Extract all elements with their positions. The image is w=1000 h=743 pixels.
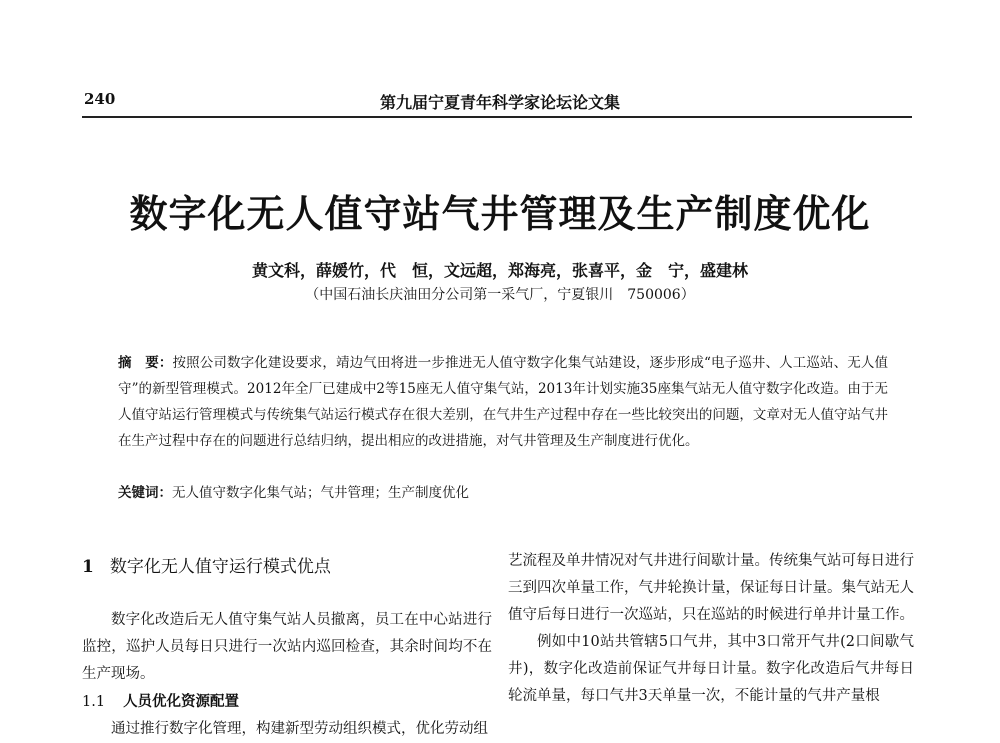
page-number: 240 — [84, 90, 116, 108]
right-paragraph-1: 艺流程及单井情况对气井进行间歇计量。传统集气站可每日进行三到四次单量工作，气井轮换计量，保证每日计量。集气站无人值守后每日进行一次巡站，只在巡站的时候进行单井计量工作。 — [508, 553, 914, 623]
right-paragraph-2: 例如中10站共管辖5口气井，其中3口常开气井(2口间歇气井)，数字化改造前保证气井每日计量。数字化改造后气井每日轮流单量，每口气井3天单量一次，不能计量的气井产量根 — [508, 634, 914, 704]
subsection-1-1-heading — [82, 688, 492, 716]
keywords-label: 关键词： — [118, 485, 172, 501]
section-1-heading — [82, 552, 492, 577]
author-list: 黄文科，薛媛竹，代 恒，文远超，郑海亮，张喜平，金 宁，盛建林 — [251, 261, 748, 280]
abstract-text: 按照公司数字化建设要求，靖边气田将进一步推进无人值守数字化集气站建设，逐步形成“电子巡井、人工巡站、无人值守”的新型管理模式。2012年全厂已建成中2等15座无人值守集气站，2013年计划实施35座集气站无人值守数字化改造。由于无人值守站运行管理模式与传统集气站运行模式存在很大差别，在气井生产过程中存在一些比较突出的问题，文章对无人值守站气井在生产过程中存在的问题进行总结归纳，提出相应的改进措施，对气井管理及生产制度进行优化。 — [118, 355, 889, 449]
keywords-text: 无人值守数字化集气站；气井管理；生产制度优化 — [172, 485, 469, 501]
subsection-1-1-paragraph: 通过推行数字化管理，构建新型劳动组织模式，优化劳动组 — [111, 721, 488, 737]
keywords — [118, 481, 888, 505]
article-title: 数字化无人值守站气井管理及生产制度优化 — [129, 191, 871, 236]
section-1-paragraph: 数字化改造后无人值守集气站人员撤离，员工在中心站进行监控，巡护人员每日只进行一次站内巡回检查，其余时间均不在生产现场。 — [82, 612, 492, 682]
subsection-1-1-title: 人员优化资源配置 — [123, 693, 240, 710]
section-1-title: 数字化无人值守运行模式优点 — [109, 557, 331, 577]
section-1-number: 1 — [82, 557, 94, 577]
left-column — [82, 552, 492, 743]
abstract — [118, 350, 888, 454]
subsection-1-1-number: 1.1 — [82, 694, 106, 710]
affiliation: （中国石油长庆油田分公司第一采气厂，宁夏银川 750006） — [305, 287, 695, 303]
running-title: 第九届宁夏青年科学家论坛论文集 — [379, 93, 620, 112]
header-rule — [82, 116, 912, 118]
abstract-label: 摘 要： — [118, 355, 173, 371]
right-column — [508, 548, 914, 710]
